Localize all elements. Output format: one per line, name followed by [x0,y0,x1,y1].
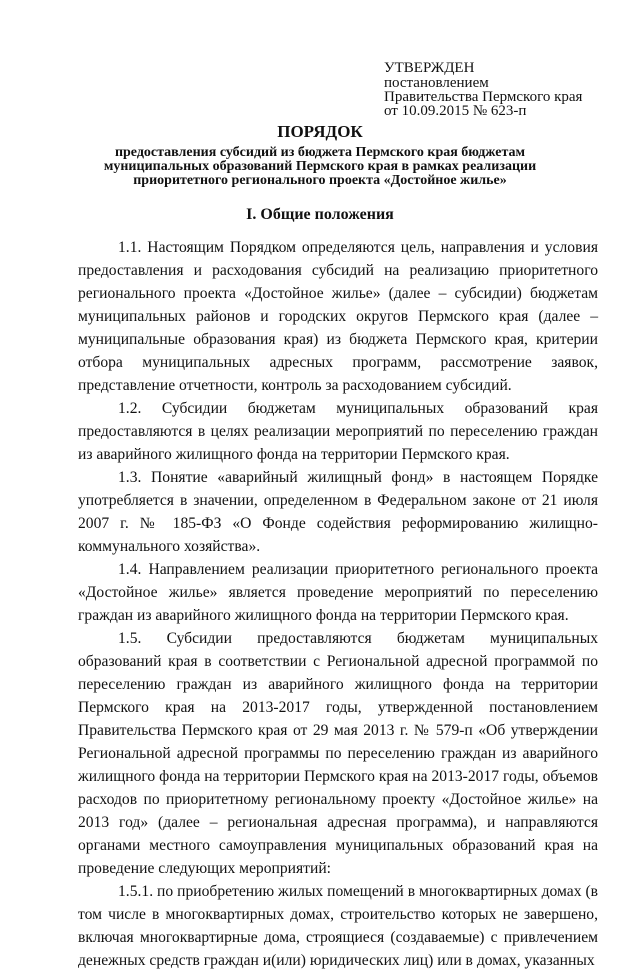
approval-stamp [384,60,624,118]
section-title: I. Общие положения [246,206,394,223]
paragraph-1-3: 1.3. Понятие «аварийный жилищный фонд» в настоящем Порядке употребляется в значении, определенном в Федеральном законе от 21 июля 2007 г. № 185-ФЗ «О Фонде содействия реформированию жилищно-коммунального хозяйства». [78,469,598,555]
paragraph-1-5: 1.5. Субсидии предоставляются бюджетам муниципальных образований края в соответствии с Региональной адресной программой по переселению граждан из аварийного жилищного фонда на территории Пермского края на 2013-2017 годы, утвержденной постановлением Правительства Пермского края от 29 мая 2013 г. № 579-п «Об утверждении Региональной адресной программы по переселению граждан из аварийного жилищного фонда на территории Пермского края на 2013-2017 годы, объемов расходов по приоритетному региональному проекту «Достойное жилье» на 2013 год» (далее – региональная адресная программа), и направляются органами местного самоуправления муниципальных образований края на проведение следующих мероприятий: [78,630,598,877]
approval-line-authority: Правительства Пермского края [384,89,583,105]
approval-heading: УТВЕРЖДЕН [384,60,475,76]
paragraph-1-5-1: 1.5.1. по приобретению жилых помещений в многоквартирных домах (в том числе в многоквартирных домах, строительство которых не завершено, включая многоквартирные дома, строящиеся (создаваемые) с привлечением денежных средств граждан и(или) юридических лиц) или в домах, указанных [78,883,598,969]
document-title: ПОРЯДОК [277,122,363,141]
approval-line-date-number: от 10.09.2015 № 623-п [384,103,527,119]
paragraph-1-4: 1.4. Направлением реализации приоритетного регионального проекта «Достойное жилье» является проведение мероприятий по переселению граждан из аварийного жилищного фонда на территории Пермского края. [78,561,598,624]
paragraph-1-1: 1.1. Настоящим Порядком определяются цель, направления и условия предоставления и расходования субсидий на реализацию приоритетного регионального проекта «Достойное жилье» (далее – субсидии) бюджетам муниципальных районов и городских округов Пермского края (далее – муниципальные образования края) из бюджета Пермского края, критерии отбора муниципальных адресных программ, рассмотрение заявок, представление отчетности, контроль за расходованием субсидий. [78,239,598,394]
approval-line-resolution: постановлением [384,75,489,91]
document-body [78,236,598,972]
paragraph-1-2: 1.2. Субсидии бюджетам муниципальных образований края предоставляются в целях реализации мероприятий по переселению граждан из аварийного жилищного фонда на территории Пермского края. [78,400,598,463]
document-subtitle: предоставления субсидий из бюджета Пермского края бюджетам муниципальных образований Пермского края в рамках реализации приоритетного регионального проекта «Достойное жилье» [103,145,537,188]
